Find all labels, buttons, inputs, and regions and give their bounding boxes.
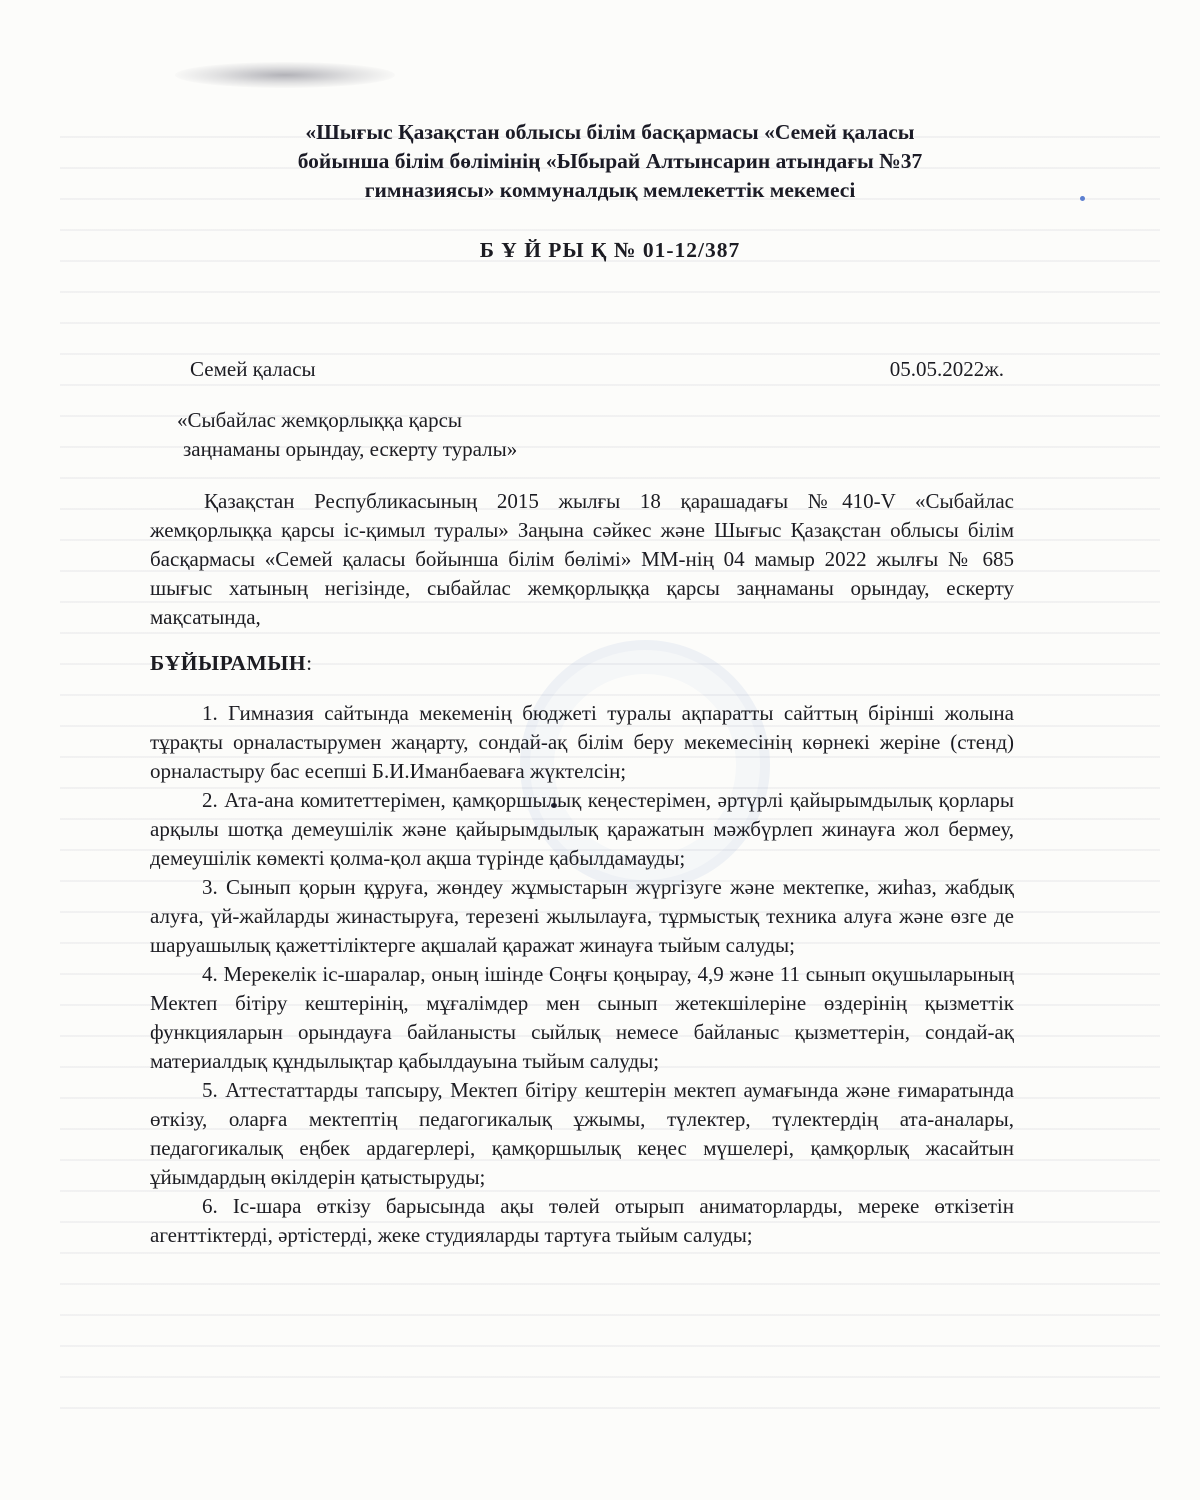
order-colon: : <box>306 651 313 675</box>
organization-header <box>180 118 1040 205</box>
header-line-1: «Шығыс Қазақстан облысы білім басқармасы «Семей қаласы <box>305 120 915 144</box>
order-item: 6. Іс-шара өткізу барысында ақы төлей отырып аниматорларды, мереке өткізетін агенттіктерді, әртістерді, жеке студияларды тартуға тыйым салуды; <box>150 1194 1014 1247</box>
order-number: Б Ұ Й РЫ Қ № 01-12/387 <box>479 238 741 262</box>
order-date: 05.05.2022ж. <box>889 357 1004 381</box>
subject-line-1: «Сыбайлас жемқорлыққа қарсы <box>177 408 463 432</box>
order-item: 1. Гимназия сайтында мекеменің бюджеті туралы ақпаратты сайттың бірінші жолына тұрақты орналастырумен жаңарту, сондай-ақ білім беру мекемесінің көрнекі жеріне (стенд) орналастыру бас есепші Б.И.Иманбаеваға жүктелсін; <box>150 701 1014 783</box>
header-line-2: бойынша білім бөлімінің «Ыбырай Алтынсарин атындағы №37 <box>297 149 923 173</box>
subject-line-2: заңнаманы орындау, ескерту туралы» <box>183 437 518 461</box>
preamble-paragraph: Қазақстан Республикасының 2015 жылғы 18 қарашадағы №410-V «Сыбайлас жемқорлыққа қарсы іс-қимыл туралы» Заңына сәйкес және Шығыс Қазақстан облысы білім басқармасы «Семей қаласы бойынша білім бөлімі» ММ-нің 04 мамыр 2022 жылғы № 685 шығыс хатының негізінде, сыбайлас жемқорлыққа қарсы заңнаманы орындау, ескерту мақсатында, <box>150 489 1014 629</box>
order-items-list <box>150 699 1014 1250</box>
header-line-3: гимназиясы» коммуналдық мемлекеттік мекемесі <box>364 178 856 202</box>
order-subject <box>177 406 677 464</box>
order-item: 3. Сынып қорын құруға, жөндеу жұмыстарын жүргізуге және мектепке, жиһаз, жабдық алуға, үй-жайларды жинастыруға, терезені жылылауға, тұрмыстық техника алуға және өзге де шаруашылық қажеттіліктерге ақшалай қаражат жинауға тыйым салуды; <box>150 875 1014 957</box>
place-of-issue: Семей қаласы <box>190 357 316 381</box>
ink-dot <box>1080 196 1085 201</box>
order-item: 5. Аттестаттарды тапсыру, Мектеп бітіру кештерін мектеп аумағында және ғимаратында өткізу, оларға мектептің педагогикалық ұжымы, түлектер, түлектердің ата-аналары, педагогикалық еңбек ардагерлері, қамқоршылық кеңес мүшелері, қамқорлық жасайтын ұйымдардың өкілдерін қатыстыруды; <box>150 1078 1014 1189</box>
order-item: 4. Мерекелік іс-шаралар, оның ішінде Соңғы қоңырау, 4,9 және 11 сынып оқушыларының Мектеп бітіру кештерінің, мұғалімдер мен сынып жетекшілеріне өздерінің қызметтік функцияларын орындауға байланысты сыйлық немесе байланыс қызметтерін, сондай-ақ материалдық құндылықтар қабылдауына тыйым салуды; <box>150 962 1014 1073</box>
order-word-text: БҰЙЫРАМЫН <box>150 651 307 675</box>
scan-smudge <box>175 62 395 88</box>
order-item: 2. Ата-ана комитеттерімен, қамқоршылық кеңестерімен, әртүрлі қайырымдылық қорлары арқылы шотқа демеушілік және қайырымдылық қаражатын мәжбүрлеп жинауға жол бермеу, демеушілік көмекті қолма-қол ақша түрінде қабылдамауды; <box>150 788 1014 870</box>
order-heading <box>150 651 313 676</box>
